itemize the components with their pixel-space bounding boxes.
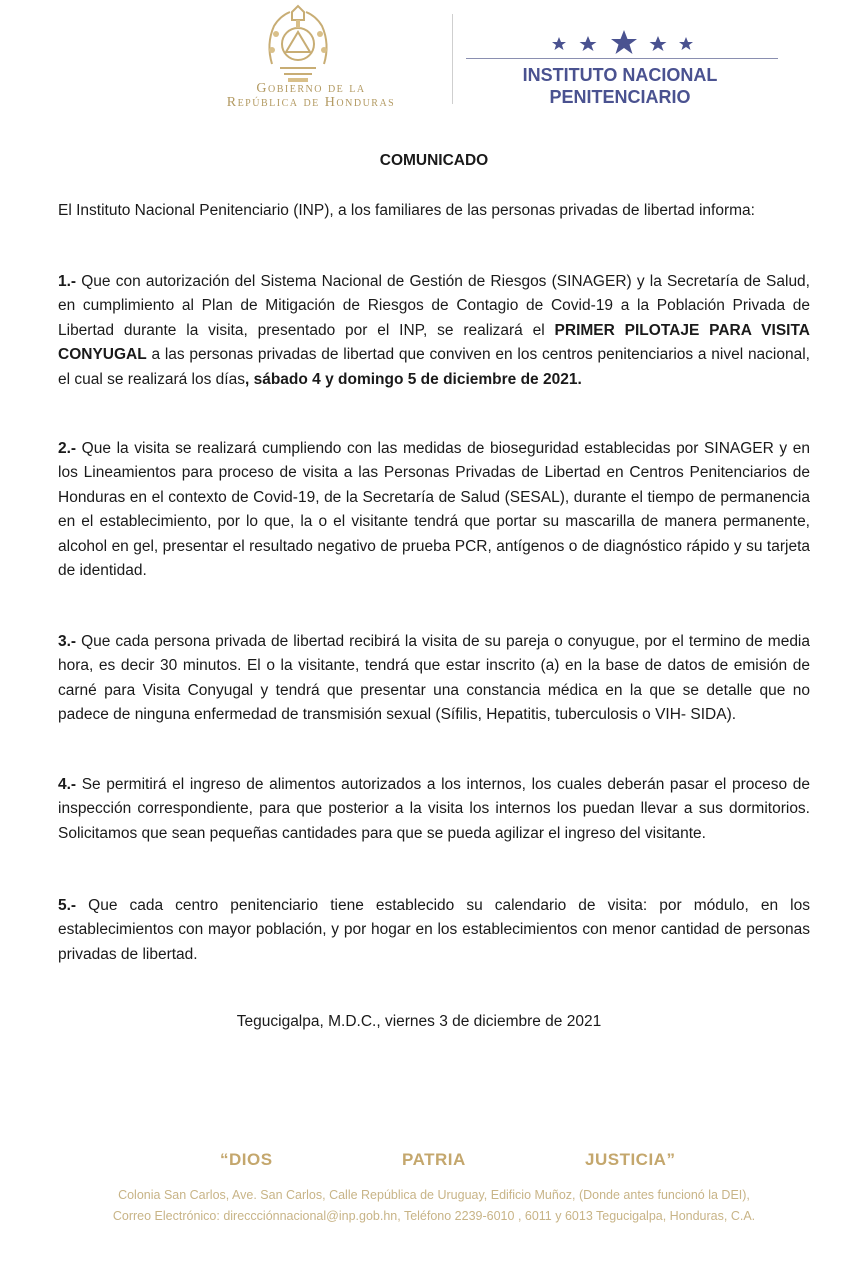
point-2: [58, 437, 810, 583]
point-4: [58, 773, 810, 846]
institute-rule: [466, 58, 778, 59]
dateline: Tegucigalpa, M.D.C., viernes 3 de diciembre de 2021: [236, 1013, 602, 1030]
intro-paragraph: El Instituto Nacional Penitenciario (INP), a los familiares de las personas privadas de libertad informa:: [58, 202, 755, 219]
point-text: Que cada centro penitenciario tiene establecido su calendario de visita: por módulo, en los establecimientos con mayor población, y por hogar en los establecimientos con menor cantidad de personas privadas de libertad.: [58, 897, 810, 963]
government-name: [186, 82, 436, 110]
stars-icon: [548, 28, 698, 58]
point-number: 1.-: [58, 273, 77, 290]
motto-dios: “DIOS: [220, 1150, 273, 1169]
point-5: [58, 894, 810, 967]
point-text: Que la visita se realizará cumpliendo con las medidas de bioseguridad establecidas por SINAGER y en los Lineamientos para proceso de visita a las Personas Privadas de Libertad en Centros Penitenciarios de Honduras en el contexto de Covid-19, de la Secretaría de Salud (SESAL), durante el tiempo de permanencia en el establecimiento, por lo que, la o el visitante tendrá que portar su mascarilla de manera permanente, alcohol en gel, presentar el resultado negativo de prueba PCR, antígenos o de diagnóstico rápido y su tarjeta de identidad.: [58, 440, 810, 580]
point-number: 5.-: [58, 897, 77, 914]
government-line-2: República de Honduras: [226, 95, 396, 110]
point-1: [58, 270, 810, 392]
letterhead: [0, 0, 868, 120]
motto-patria: PATRIA: [402, 1150, 466, 1169]
footer-address: Colonia San Carlos, Ave. San Carlos, Calle República de Uruguay, Edificio Muñoz, (Donde antes funcionó la DEI),: [118, 1188, 750, 1202]
document-title: COMUNICADO: [379, 152, 489, 169]
point-emphasis: PRIMER PILOTAJE PARA VISITA CONYUGAL: [58, 321, 810, 364]
point-text: Que cada persona privada de libertad recibirá la visita de su pareja o conyugue, por el termino de media hora, es decir 30 minutos. El o la visitante, tendrá que estar inscrito (a) en la base de datos de emisión de carné para Visita Conyugal y tendrá que presentar una constancia médica en la que se detalle que no padece de ninguna enfermedad de transmisión sexual (Sífilis, Hepatitis, tuberculosis o VIH- SIDA).: [58, 633, 810, 724]
point-emphasis: , sábado 4 y domingo 5 de diciembre de 2021.: [244, 370, 582, 388]
point-number: 2.-: [58, 440, 77, 457]
footer-contact: Correo Electrónico: direccciónnacional@inp.gob.hn, Teléfono 2239-6010 , 6011 y 6013 Tegucigalpa, Honduras, C.A.: [112, 1209, 756, 1223]
honduras-coat-of-arms-icon: [262, 4, 334, 84]
institute-line-2: PENITENCIARIO: [549, 87, 691, 107]
point-text: Que con autorización del Sistema Nacional de Gestión de Riesgos (SINAGER) y la Secretaría de Salud, en cumplimiento al Plan de Mitigación de Riesgos de Contagio de Covid-19 a la Población Privada de Libertad durante la visita, presentado por el INP, se realizará el: [58, 273, 810, 339]
header-divider: [452, 14, 453, 104]
institute-line-1: INSTITUTO NACIONAL: [522, 65, 718, 85]
point-number: 4.-: [58, 776, 77, 793]
point-3: [58, 630, 810, 728]
point-text: a las personas privadas de libertad que conviven en los centros penitenciarios a nivel nacional, el cual se realizará los días: [58, 346, 810, 388]
point-number: 3.-: [58, 633, 77, 650]
institute-name: [470, 64, 770, 108]
point-text: Se permitirá el ingreso de alimentos autorizados a los internos, los cuales deberán pasar el proceso de inspección correspondiente, para que posterior a la visita los internos los puedan llevar a sus dormitorios. Solicitamos que sean pequeñas cantidades para que se pueda agilizar el ingreso del visitante.: [58, 776, 810, 842]
motto-justicia: JUSTICIA”: [585, 1150, 676, 1169]
government-line-1: Gobierno de la: [256, 81, 366, 96]
